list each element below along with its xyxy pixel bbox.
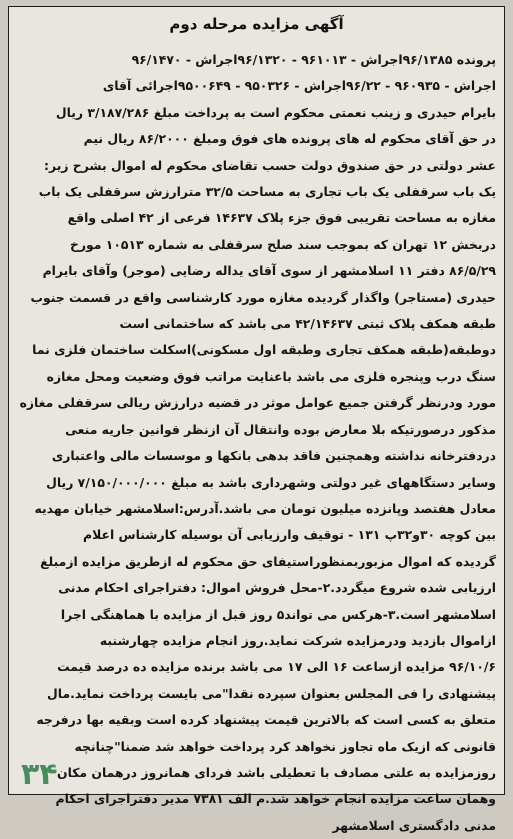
notice-title: آگهی مزایده مرحله دوم bbox=[169, 15, 344, 33]
notice-line: وسایر دستگاههای غیر دولتی وشهرداری باشد به مبلغ ۷/۱۵۰/۰۰۰/۰۰۰ ریال bbox=[46, 474, 496, 490]
notice-line: یک باب سرقفلی یک باب تجاری به مساحت ۳۲/۵ مترارزش سرقفلی یک باب bbox=[38, 184, 496, 200]
notice-line: متعلق به کسی است که بالاترین قیمت پیشنهاد کرده است وبقیه بها درفرجه bbox=[36, 712, 496, 728]
notice-line: اسلامشهر است.۳-هرکس می تواند۵ روز قبل از مزایده با هماهنگی اجرا bbox=[60, 606, 496, 622]
notice-line: طبقه همکف پلاک ثبتی ۴۲/۱۴۶۳۷ می باشد که ساختمانی است bbox=[119, 316, 496, 332]
notice-line: پرونده ۹۶/۱۳۸۵اجراش - ۹۶۱۰۱۳ - ۹۶/۱۳۲۰اجراش - ۹۶/۱۴۷۰ bbox=[131, 52, 496, 67]
notice-line: بین کوچه ۳۰و۳۲پ ۱۳۱ - توقیف وارزیابی آن بوسیله کارشناس اعلام bbox=[82, 527, 496, 543]
notice-line: ازاموال بازدید ودرمزایده شرکت نماید.روز انجام مزایده چهارشنبه bbox=[99, 632, 496, 648]
notice-line: حیدری (مستاجر) واگذار گردیده مغازه مورد کارشناسی واقع در قسمت جنوب bbox=[30, 289, 496, 305]
notice-line: مدنی دادگستری اسلامشهر bbox=[332, 817, 496, 833]
notice-line: مورد ودرنظر گرفتن جمیع عوامل موثر در قضیه درارزش ریالی سرقفلی مغازه bbox=[19, 395, 496, 411]
notice-line: معادل هفتصد وپانزده میلیون تومان می باشد.آدرس:اسلامشهر خیابان مهدیه bbox=[34, 500, 496, 516]
notice-line: قانونی که ازیک ماه تجاوز نخواهد کرد پرداخت خواهد شد ضمنا"چنانچه bbox=[74, 738, 496, 754]
notice-line: دوطبقه(طبقه همکف تجاری وطبقه اول مسکونی)اسکلت ساختمان فلزی نما bbox=[32, 342, 496, 358]
notice-line: مذکور درصورتیکه بلا معارض بوده وانتقال آن ازنظر قوانین جاریه منعی bbox=[65, 421, 496, 437]
notice-line: ۹۶/۱۰/۶ مزایده ازساعت ۱۶ الی ۱۷ می باشد برنده مزایده ده درصد قیمت bbox=[57, 659, 496, 675]
notice-line: بایرام حیدری و زینب نعمتی محکوم است به پرداخت مبلغ ۳/۱۸۷/۲۸۶ ریال bbox=[55, 104, 496, 120]
notice-line: روزمزایده به علتی مصادف با تعطیلی باشد فردای همانروز درهمان مکان bbox=[57, 764, 496, 780]
notice-line: ارزیابی شده شروع میگردد.۲-محل فروش اموال: دفتراجرای احکام مدنی bbox=[58, 580, 496, 596]
notice-line: در حق آقای محکوم له های پرونده های فوق ومبلغ ۸۶/۲۰۰۰ ریال نیم bbox=[83, 131, 496, 147]
notice-paper bbox=[8, 6, 505, 833]
notice-line: ۸۶/۵/۲۹ دفتر ۱۱ اسلامشهر از سوی آقای یداله رضایی (موجر) وآقای بایرام bbox=[42, 263, 496, 279]
notice-line: مغازه به مساحت تقریبی فوق جزء پلاک ۱۴۶۳۷ فرعی از ۴۲ اصلی واقع bbox=[67, 210, 496, 226]
notice-line: دردفترخانه نداشته وهمچنین فاقد بدهی بانکها و موسسات مالی واعتباری bbox=[51, 448, 496, 464]
handwritten-mark: ۳۴ bbox=[21, 757, 58, 792]
notice-line: عشر دولتی در حق صندوق دولت حسب تقاضای محکوم له اموال بشرح زیر: bbox=[44, 157, 496, 173]
notice-line: دربخش ۱۲ تهران که بموجب سند صلح سرقفلی به شماره ۱۰۵۱۳ مورخ bbox=[69, 236, 496, 252]
notice-line: پیشنهادی را فی المجلس بعنوان سپرده نقدا"می بایست پرداخت نماید.مال bbox=[47, 685, 496, 701]
notice-body bbox=[19, 47, 496, 839]
notice-line: وهمان ساعت مزایده انجام خواهد شد.م الف ۷۳۸۱ مدیر دفتراجرای احکام bbox=[55, 791, 496, 807]
notice-line: اجراش - ۹۶۰۹۳۵ - ۹۶/۲۲اجراش - ۹۵۰۳۲۶ - ۹۵۰۰۶۴۹اجرائی آقای bbox=[102, 78, 496, 94]
notice-line: گردیده که اموال مزبوربمنظوراستیفای حق محکوم له ازطریق مزایده ازمبلغ bbox=[40, 553, 496, 569]
notice-line: سنگ درب وپنجره فلزی می باشد باعنایت مراتب فوق وضعیت ومحل مغازه bbox=[46, 368, 496, 384]
